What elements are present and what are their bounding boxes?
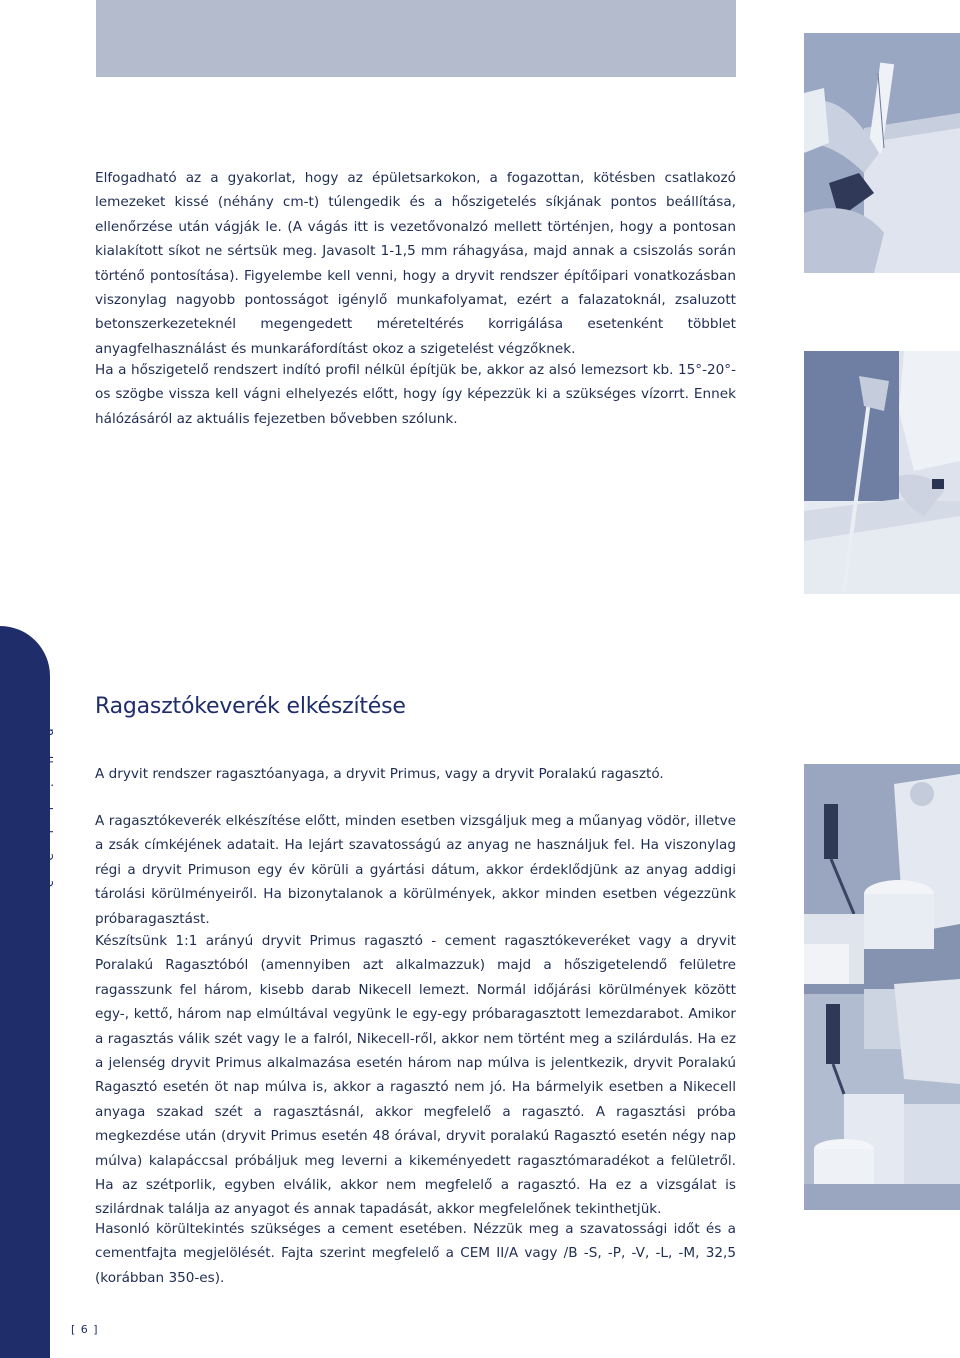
paragraph-text: Ha a hőszigetelő rendszert indító profil nélkül építjük be, akkor az alsó lemezsort kb. 15°-20°-os szögbe vissza kell vágni elhelyezés előtt, hogy így képezzük ki a szükséges vízorrt. Ennek hálózásáról az aktuális fejezetben bővebben szólunk. [95,362,736,427]
paragraph-text: Hasonló körültekintés szükséges a cement esetében. Nézzük meg a szavatossági időt és a cementfajta megjelölését. Fajta szerint megfelelő a CEM II/A vagy /B -S, -P, -V, -L, -M, 32,5 (korábban 350-es). [95,1221,736,1286]
paragraph-text: Elfogadható az a gyakorlat, hogy az épületsarkokon, a fogazottan, kötésben csatlakozó lemezeket kissé (néhány cm-t) túlengedik és a hőszigetelés síkjának pontos beállítása, ellenőrzése után vágják le. (A vágás itt is vezetővonalzó mellett történjen, hogy a pontosan kialakított síkot ne sértsük meg. Javasolt 1-1,5 mm ráhagyása, majd annak a csiszolás során történő pontosítása). Figyelembe kell venni, hogy a dryvit rendszer építőipari vonatkozásban viszonylag nagyobb pontosságot igénylő munkafolyamat, ezért a falazatoknál, zsaluzott betonszerkezeteknél megengedett méreteltérés korrigálása esetenként többlet anyagfelhasználást és munkaráfordítást okoz a szigetelést végzőknek. [95,170,736,357]
paragraph-label-check [95,809,736,931]
paragraph-cutting-corners [95,166,736,361]
paragraph-text: Készítsünk 1:1 arányú dryvit Primus ragasztó - cement ragasztókeveréket vagy a dryvit Poralakú Ragasztóból (amennyiben azt alkalmazzuk) majd a hőszigetelendő felületre ragasszunk fel három, kisebb darab Nikecell lemezt. Normál időjárási körülmények között egy-, kettő, három nap elmúltával vegyünk le egy-egy próbaragasztott lemezdarabot. Amikor a ragasztás válik szét vagy le a falról, Nikecell-ről, akkor nem történt meg a szilárdulás. Ha ez a jelenség dryvit Primus alkalmazása esetén három nap múlva is jelentkezik, dryvit Poralakú Ragasztó esetén öt nap múlva is, akkor a ragasztó nem jó. Ha bármelyik esetben a Nikecell anyaga szakad szét a ragasztásnál, akkor megfelelő a ragasztó. A ragasztási próba megkezdése után (dryvit Primus esetén 48 órával, dryvit poralakú Ragasztó esetén négy nap múlva) kalapáccsal próbáljuk meg leverni a kikeményedett ragasztómaradékot a felületről. Ha az szétporlik, egyben elválik, akkor nem megfelelő a ragasztó. Ha ez a vizsgálat is szilárdnak találja az anyagot és annak tapadását, akkor megfelelőnek tekinthetjük. [95,933,736,1218]
website-url: w w w . n i k e c e l l . h u [28,681,56,887]
paragraph-text: A ragasztókeverék elkészítése előtt, minden esetben vizsgáljuk meg a műanyag vödör, illetve a zsák címkéjének adatait. Ha lejárt szavatosságú az anyag ne használjuk fel. Ha viszonylag régi a dryvit Primuson egy év körüli a gyártási dátum, akkor érdeklődjünk az anyag addigi tárolási körülményeiről. Ha bizonytalanok a körülmények, akkor minden esetben végezzünk próbaragasztást. [95,813,736,927]
photo-cutting-illustration [804,33,960,273]
photo-sawing-panel [804,351,960,594]
photo-sawing-illustration [804,351,960,594]
paragraph-cement [95,1217,736,1290]
page-number: [ 6 ] [71,1323,99,1336]
header-band [96,0,736,77]
paragraph-test-bonding [95,929,736,1222]
photo-mixing-illustration [804,764,960,1210]
section-title: Ragasztókeverék elkészítése [95,694,406,719]
photo-cutting-with-knife [804,33,960,273]
paragraph-adhesive-material [95,762,736,786]
paragraph-text: A dryvit rendszer ragasztóanyaga, a dryvit Primus, vagy a dryvit Poralakú ragasztó. [95,766,664,782]
photo-mixing-adhesive [804,764,960,1210]
paragraph-starter-profile [95,358,736,431]
